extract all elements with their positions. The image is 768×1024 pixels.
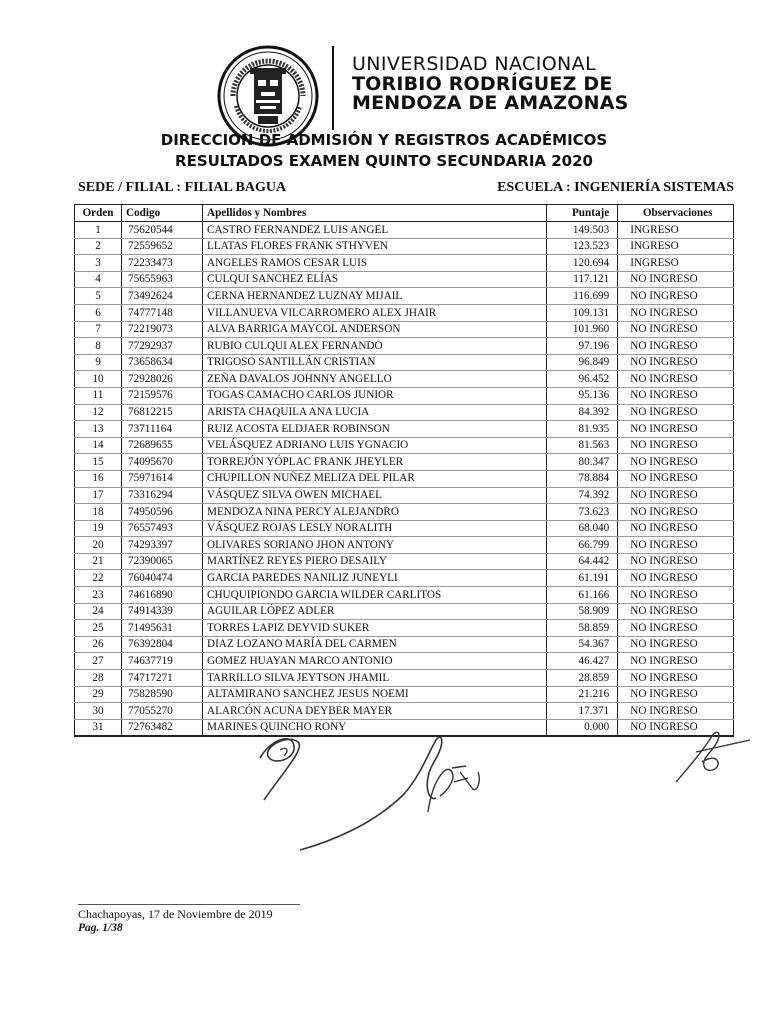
cell-puntaje: 17.371 bbox=[547, 703, 618, 720]
cell-codigo: 74777148 bbox=[122, 304, 203, 321]
cell-puntaje: 74.392 bbox=[547, 487, 618, 504]
cell-orden: 13 bbox=[75, 421, 122, 438]
cell-nombres: VÁSQUEZ SILVA OWEN MICHAEL bbox=[203, 487, 547, 504]
table-row bbox=[75, 603, 734, 620]
cell-orden: 1 bbox=[75, 222, 122, 239]
cell-observaciones: NO INGRESO bbox=[618, 454, 734, 471]
column-header-codigo: Codigo bbox=[122, 205, 203, 222]
cell-puntaje: 81.563 bbox=[547, 437, 618, 454]
cell-orden: 17 bbox=[75, 487, 122, 504]
cell-codigo: 72159576 bbox=[122, 387, 203, 404]
university-name bbox=[352, 54, 629, 113]
cell-nombres: MARINES QUINCHO RONY bbox=[203, 719, 547, 736]
cell-puntaje: 149.503 bbox=[547, 222, 618, 239]
university-line-1: UNIVERSIDAD NACIONAL bbox=[352, 53, 597, 75]
cell-nombres: RUIZ ACOSTA ELDJAER ROBINSON bbox=[203, 421, 547, 438]
table-row bbox=[75, 636, 734, 653]
table-row bbox=[75, 653, 734, 670]
cell-puntaje: 123.523 bbox=[547, 238, 618, 255]
cell-observaciones: NO INGRESO bbox=[618, 487, 734, 504]
cell-nombres: TOGAS CAMACHO CARLOS JUNIOR bbox=[203, 387, 547, 404]
escuela-label: ESCUELA : INGENIERÍA SISTEMAS bbox=[497, 180, 734, 195]
header-divider bbox=[332, 46, 334, 130]
cell-nombres: OLIVARES SORIANO JHON ANTONY bbox=[203, 537, 547, 554]
cell-observaciones: NO INGRESO bbox=[618, 653, 734, 670]
cell-codigo: 76812215 bbox=[122, 404, 203, 421]
cell-nombres: VÁSQUEZ ROJAS LESLY NORALITH bbox=[203, 520, 547, 537]
cell-puntaje: 96.849 bbox=[547, 354, 618, 371]
cell-puntaje: 96.452 bbox=[547, 371, 618, 388]
cell-nombres: CHUPILLON NUÑEZ MELIZA DEL PILAR bbox=[203, 470, 547, 487]
cell-observaciones: NO INGRESO bbox=[618, 304, 734, 321]
table-row bbox=[75, 304, 734, 321]
table-row bbox=[75, 686, 734, 703]
table-row bbox=[75, 487, 734, 504]
cell-orden: 6 bbox=[75, 304, 122, 321]
cell-codigo: 73658634 bbox=[122, 354, 203, 371]
table-row bbox=[75, 255, 734, 272]
cell-nombres: TORRES LAPIZ DEYVID SUKER bbox=[203, 620, 547, 637]
table-row bbox=[75, 387, 734, 404]
cell-codigo: 74293397 bbox=[122, 537, 203, 554]
cell-codigo: 74637719 bbox=[122, 653, 203, 670]
cell-nombres: VELÁSQUEZ ADRIANO LUIS YGNACIO bbox=[203, 437, 547, 454]
table-row bbox=[75, 437, 734, 454]
cell-puntaje: 58.859 bbox=[547, 620, 618, 637]
table-row bbox=[75, 338, 734, 355]
cell-nombres: GOMEZ HUAYAN MARCO ANTONIO bbox=[203, 653, 547, 670]
cell-puntaje: 116.699 bbox=[547, 288, 618, 305]
table-row bbox=[75, 553, 734, 570]
cell-nombres: CHUQUIPIONDO GARCIA WILDER CARLITOS bbox=[203, 587, 547, 604]
cell-nombres: CASTRO FERNANDEZ LUIS ANGEL bbox=[203, 222, 547, 239]
cell-observaciones: NO INGRESO bbox=[618, 387, 734, 404]
cell-codigo: 72928026 bbox=[122, 371, 203, 388]
cell-observaciones: INGRESO bbox=[618, 238, 734, 255]
column-header-observaciones: Observaciones bbox=[618, 205, 734, 222]
cell-orden: 10 bbox=[75, 371, 122, 388]
cell-orden: 27 bbox=[75, 653, 122, 670]
cell-puntaje: 117.121 bbox=[547, 271, 618, 288]
cell-puntaje: 54.367 bbox=[547, 636, 618, 653]
cell-puntaje: 61.191 bbox=[547, 570, 618, 587]
cell-observaciones: NO INGRESO bbox=[618, 437, 734, 454]
cell-codigo: 76392804 bbox=[122, 636, 203, 653]
cell-orden: 8 bbox=[75, 338, 122, 355]
cell-observaciones: NO INGRESO bbox=[618, 354, 734, 371]
cell-puntaje: 61.166 bbox=[547, 587, 618, 604]
cell-orden: 5 bbox=[75, 288, 122, 305]
cell-observaciones: NO INGRESO bbox=[618, 587, 734, 604]
cell-observaciones: NO INGRESO bbox=[618, 686, 734, 703]
column-header-puntaje: Puntaje bbox=[547, 205, 618, 222]
cell-observaciones: NO INGRESO bbox=[618, 404, 734, 421]
cell-observaciones: NO INGRESO bbox=[618, 670, 734, 687]
cell-codigo: 71495631 bbox=[122, 620, 203, 637]
column-header-nombres: Apellidos y Nombres bbox=[203, 205, 547, 222]
cell-nombres: ALTAMIRANO SANCHEZ JESUS NOEMI bbox=[203, 686, 547, 703]
footer-rule bbox=[78, 904, 300, 905]
cell-orden: 29 bbox=[75, 686, 122, 703]
cell-observaciones: NO INGRESO bbox=[618, 570, 734, 587]
cell-nombres: AGUILAR LÓPEZ ADLER bbox=[203, 603, 547, 620]
cell-puntaje: 0.000 bbox=[547, 719, 618, 736]
cell-puntaje: 101.960 bbox=[547, 321, 618, 338]
table-row bbox=[75, 371, 734, 388]
cell-codigo: 72233473 bbox=[122, 255, 203, 272]
cell-observaciones: NO INGRESO bbox=[618, 321, 734, 338]
column-header-orden: Orden bbox=[75, 205, 122, 222]
cell-nombres: VILLANUEVA VILCARROMERO ALEX JHAIR bbox=[203, 304, 547, 321]
page-number: Pag. 1/38 bbox=[78, 922, 123, 934]
cell-codigo: 74095670 bbox=[122, 454, 203, 471]
cell-observaciones: INGRESO bbox=[618, 222, 734, 239]
results-table bbox=[74, 204, 734, 737]
cell-orden: 9 bbox=[75, 354, 122, 371]
table-row bbox=[75, 404, 734, 421]
cell-puntaje: 68.040 bbox=[547, 520, 618, 537]
table-row bbox=[75, 703, 734, 720]
cell-puntaje: 95.136 bbox=[547, 387, 618, 404]
cell-codigo: 74717271 bbox=[122, 670, 203, 687]
cell-nombres: ALVA BARRIGA MAYCOL ANDERSON bbox=[203, 321, 547, 338]
cell-observaciones: NO INGRESO bbox=[618, 271, 734, 288]
cell-orden: 2 bbox=[75, 238, 122, 255]
cell-observaciones: NO INGRESO bbox=[618, 371, 734, 388]
cell-puntaje: 80.347 bbox=[547, 454, 618, 471]
cell-orden: 20 bbox=[75, 537, 122, 554]
cell-codigo: 73711164 bbox=[122, 421, 203, 438]
cell-observaciones: NO INGRESO bbox=[618, 553, 734, 570]
cell-nombres: LLATAS FLORES FRANK STHYVEN bbox=[203, 238, 547, 255]
cell-puntaje: 81.935 bbox=[547, 421, 618, 438]
cell-orden: 15 bbox=[75, 454, 122, 471]
cell-orden: 30 bbox=[75, 703, 122, 720]
cell-observaciones: NO INGRESO bbox=[618, 421, 734, 438]
cell-codigo: 74950596 bbox=[122, 504, 203, 521]
cell-nombres: MARTÍNEZ REYES PIERO DESAILY bbox=[203, 553, 547, 570]
cell-orden: 25 bbox=[75, 620, 122, 637]
cell-codigo: 73492624 bbox=[122, 288, 203, 305]
cell-orden: 16 bbox=[75, 470, 122, 487]
cell-orden: 26 bbox=[75, 636, 122, 653]
cell-nombres: GARCIA PAREDES NANILIZ JUNEYLI bbox=[203, 570, 547, 587]
cell-orden: 18 bbox=[75, 504, 122, 521]
cell-nombres: RUBIO CULQUI ALEX FERNANDO bbox=[203, 338, 547, 355]
cell-nombres: DIAZ LOZANO MARÍA DEL CARMEN bbox=[203, 636, 547, 653]
table-row bbox=[75, 470, 734, 487]
table-row bbox=[75, 222, 734, 239]
table-row bbox=[75, 587, 734, 604]
cell-nombres: TRIGOSO SANTILLÁN CRISTIAN bbox=[203, 354, 547, 371]
cell-puntaje: 28.859 bbox=[547, 670, 618, 687]
cell-orden: 21 bbox=[75, 553, 122, 570]
cell-nombres: CERNA HERNANDEZ LUZNAY MIJAIL bbox=[203, 288, 547, 305]
cell-observaciones: NO INGRESO bbox=[618, 620, 734, 637]
cell-puntaje: 58.909 bbox=[547, 603, 618, 620]
sede-label: SEDE / FILIAL : FILIAL BAGUA bbox=[78, 180, 287, 195]
cell-codigo: 76040474 bbox=[122, 570, 203, 587]
table-row bbox=[75, 670, 734, 687]
cell-puntaje: 73.623 bbox=[547, 504, 618, 521]
table-row bbox=[75, 570, 734, 587]
cell-observaciones: NO INGRESO bbox=[618, 603, 734, 620]
cell-codigo: 74616890 bbox=[122, 587, 203, 604]
cell-orden: 24 bbox=[75, 603, 122, 620]
table-row bbox=[75, 354, 734, 371]
cell-puntaje: 97.196 bbox=[547, 338, 618, 355]
cell-nombres: ARISTA CHAQUILA ANA LUCIA bbox=[203, 404, 547, 421]
cell-puntaje: 21.216 bbox=[547, 686, 618, 703]
results-title: RESULTADOS EXAMEN QUINTO SECUNDARIA 2020 bbox=[175, 152, 593, 170]
cell-codigo: 76557493 bbox=[122, 520, 203, 537]
cell-codigo: 72219073 bbox=[122, 321, 203, 338]
table-row bbox=[75, 520, 734, 537]
cell-codigo: 72689655 bbox=[122, 437, 203, 454]
cell-nombres: CULQUI SANCHEZ ELÍAS bbox=[203, 271, 547, 288]
cell-codigo: 72763482 bbox=[122, 719, 203, 736]
cell-puntaje: 109.131 bbox=[547, 304, 618, 321]
cell-codigo: 75655963 bbox=[122, 271, 203, 288]
university-line-2: TORIBIO RODRÍGUEZ DE bbox=[352, 73, 613, 95]
cell-orden: 7 bbox=[75, 321, 122, 338]
cell-codigo: 73316294 bbox=[122, 487, 203, 504]
cell-orden: 23 bbox=[75, 587, 122, 604]
cell-nombres: TARRILLO SILVA JEYTSON JHAMIL bbox=[203, 670, 547, 687]
table-header-row bbox=[75, 205, 734, 222]
cell-orden: 11 bbox=[75, 387, 122, 404]
cell-codigo: 77292937 bbox=[122, 338, 203, 355]
cell-codigo: 75620544 bbox=[122, 222, 203, 239]
table-row bbox=[75, 620, 734, 637]
cell-puntaje: 46.427 bbox=[547, 653, 618, 670]
office-title: DIRECCION DE ADMISIÓN Y REGISTROS ACADÉMICOS bbox=[160, 131, 608, 149]
cell-nombres: ALARCÓN ACUÑA DEYBER MAYER bbox=[203, 703, 547, 720]
cell-codigo: 77055270 bbox=[122, 703, 203, 720]
cell-codigo: 72390065 bbox=[122, 553, 203, 570]
cell-codigo: 75828590 bbox=[122, 686, 203, 703]
table-row bbox=[75, 238, 734, 255]
cell-nombres: TORREJÓN YÓPLAC FRANK JHEYLER bbox=[203, 454, 547, 471]
table-row bbox=[75, 504, 734, 521]
cell-puntaje: 64.442 bbox=[547, 553, 618, 570]
cell-observaciones: INGRESO bbox=[618, 255, 734, 272]
signature-3 bbox=[672, 726, 752, 786]
cell-observaciones: NO INGRESO bbox=[618, 703, 734, 720]
cell-observaciones: NO INGRESO bbox=[618, 288, 734, 305]
signature-2 bbox=[296, 732, 496, 856]
cell-orden: 12 bbox=[75, 404, 122, 421]
cell-observaciones: NO INGRESO bbox=[618, 719, 734, 736]
cell-orden: 19 bbox=[75, 520, 122, 537]
table-row bbox=[75, 537, 734, 554]
cell-observaciones: NO INGRESO bbox=[618, 338, 734, 355]
cell-nombres: ANGELES RAMOS CESAR LUIS bbox=[203, 255, 547, 272]
cell-codigo: 75971614 bbox=[122, 470, 203, 487]
cell-orden: 4 bbox=[75, 271, 122, 288]
cell-orden: 22 bbox=[75, 570, 122, 587]
table-row bbox=[75, 421, 734, 438]
cell-codigo: 72559652 bbox=[122, 238, 203, 255]
cell-orden: 28 bbox=[75, 670, 122, 687]
cell-puntaje: 84.392 bbox=[547, 404, 618, 421]
cell-orden: 14 bbox=[75, 437, 122, 454]
cell-puntaje: 66.799 bbox=[547, 537, 618, 554]
cell-puntaje: 120.694 bbox=[547, 255, 618, 272]
cell-observaciones: NO INGRESO bbox=[618, 537, 734, 554]
table-row bbox=[75, 321, 734, 338]
university-line-3: MENDOZA DE AMAZONAS bbox=[352, 92, 629, 114]
cell-observaciones: NO INGRESO bbox=[618, 520, 734, 537]
cell-nombres: MENDOZA NINA PERCY ALEJANDRO bbox=[203, 504, 547, 521]
place-date: Chachapoyas, 17 de Noviembre de 2019 bbox=[78, 907, 273, 921]
cell-orden: 31 bbox=[75, 719, 122, 736]
cell-puntaje: 78.884 bbox=[547, 470, 618, 487]
cell-nombres: ZEÑA DAVALOS JOHNNY ANGELLO bbox=[203, 371, 547, 388]
table-row bbox=[75, 271, 734, 288]
cell-observaciones: NO INGRESO bbox=[618, 636, 734, 653]
table-row bbox=[75, 454, 734, 471]
table-row bbox=[75, 288, 734, 305]
cell-orden: 3 bbox=[75, 255, 122, 272]
cell-codigo: 74914339 bbox=[122, 603, 203, 620]
cell-observaciones: NO INGRESO bbox=[618, 504, 734, 521]
cell-observaciones: NO INGRESO bbox=[618, 470, 734, 487]
